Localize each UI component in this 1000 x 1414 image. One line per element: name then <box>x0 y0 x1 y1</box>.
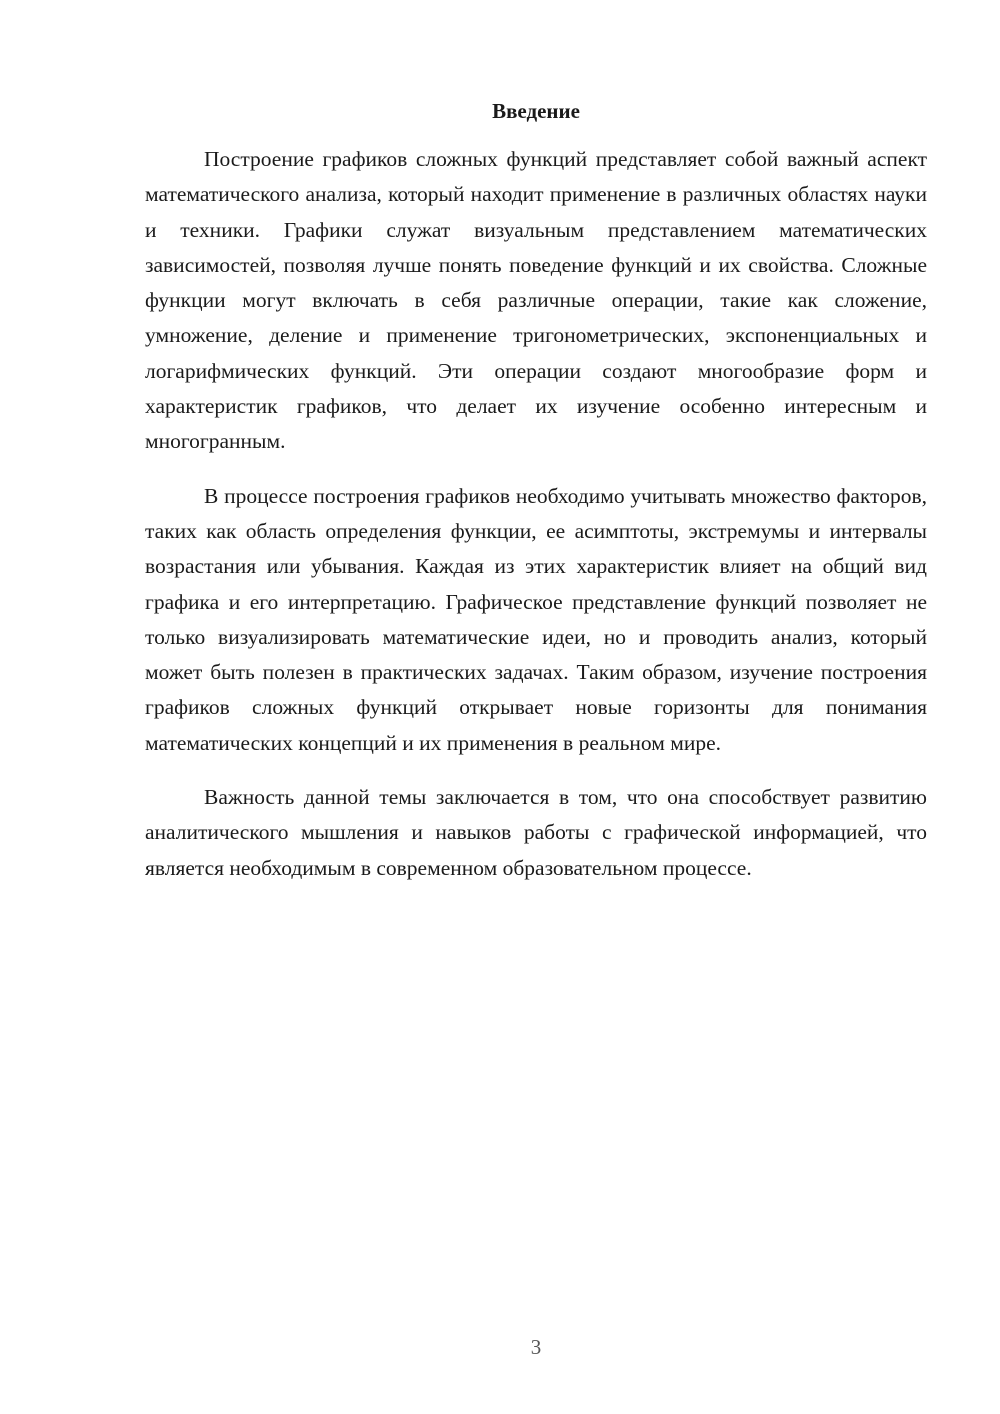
paragraph-3: Важность данной темы заключается в том, что она способствует развитию аналитического мышления и навыков работы с графической информацией, что является необходимым в современном образовательном процессе. <box>145 785 927 880</box>
paragraph-2: В процессе построения графиков необходимо учитывать множество факторов, таких как область определения функции, ее асимптоты, экстремумы и интервалы возрастания или убывания. Каждая из этих характеристик влияет на общий вид графика и его интерпретацию. Графическое представление функций позволяет не только визуализировать математические идеи, но и проводить анализ, который может быть полезен в практических задачах. Таким образом, изучение построения графиков сложных функций открывает новые горизонты для понимания математических концепций и их применения в реальном мире. <box>145 483 927 755</box>
section-title: Введение <box>492 99 580 123</box>
paragraph-1: Построение графиков сложных функций представляет собой важный аспект математического анализа, который находит применение в различных областях науки и техники. Графики служат визуальным представлением математических зависимостей, позволяя лучше понять поведение функций и их свойства. Сложные функции могут включать в себя различные операции, такие как сложение, умножение, деление и применение тригонометрических, экспоненциальных и логарифмических функций. Эти операции создают многообразие форм и характеристик графиков, что делает их изучение особенно интересным и многогранным. <box>145 147 927 454</box>
body-text <box>145 142 927 905</box>
page-number: 3 <box>530 1335 542 1359</box>
